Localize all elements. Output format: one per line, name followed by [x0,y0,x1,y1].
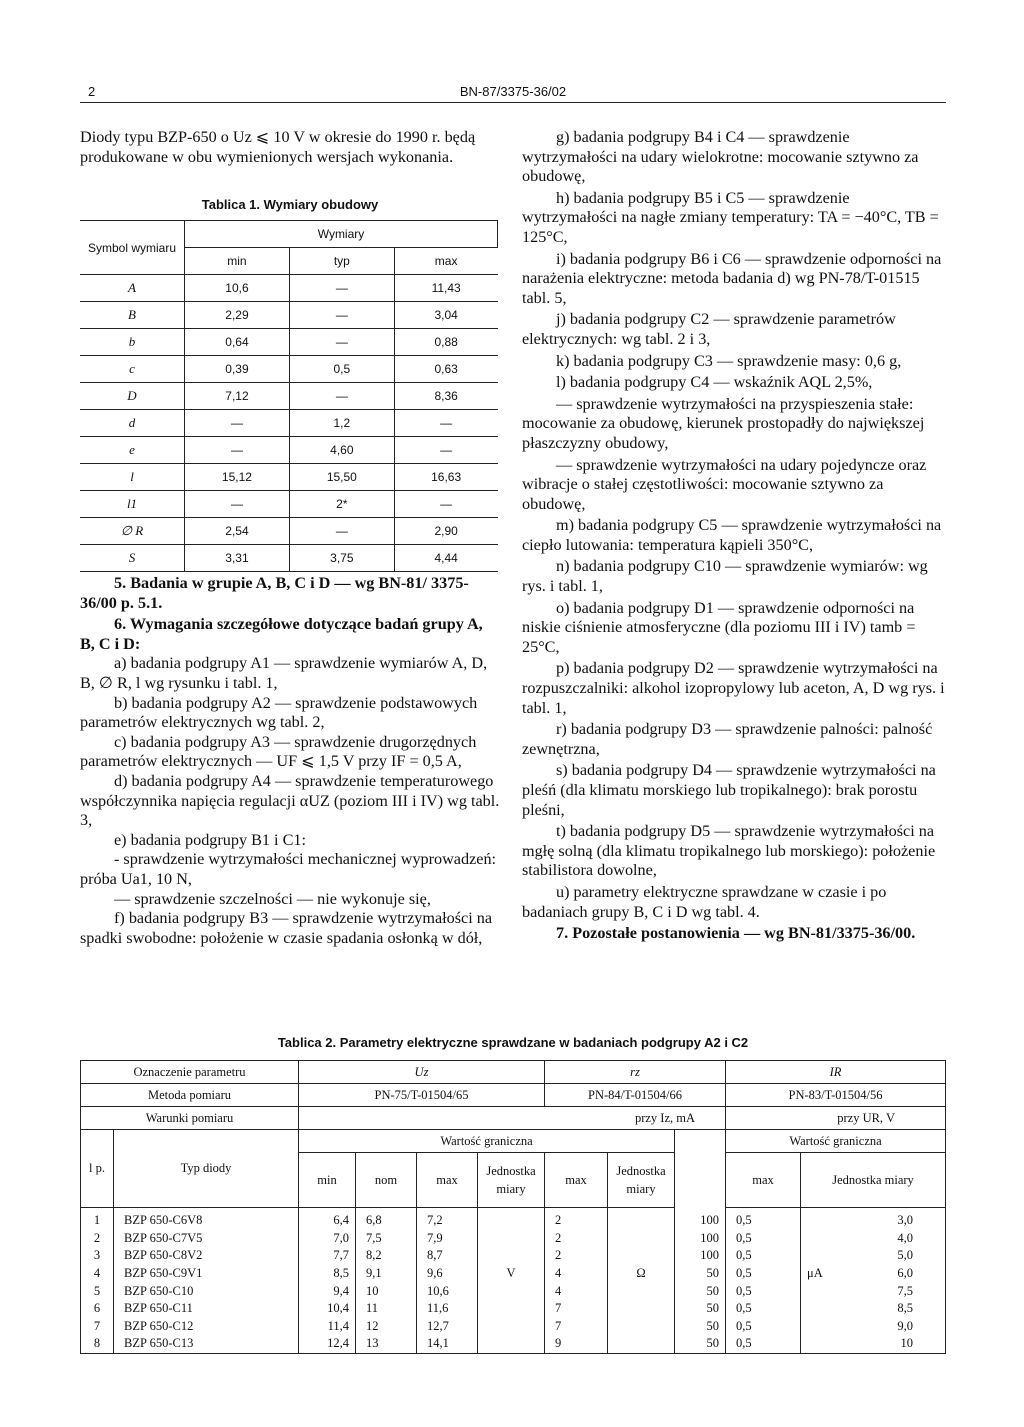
dimensions-header: Wymiary [185,221,498,248]
uz-unit-cell [478,1318,545,1336]
section-6-title: 6. Wymagania szczegółowe dotyczące badań grupy A, B, C i D: [80,615,483,653]
lp-header: l p. [81,1130,114,1208]
diode-row [81,1265,946,1283]
min-cell: 2,54 [185,518,290,545]
ir-max-cell: 0,5 [726,1300,801,1318]
iz-cell: 100 [675,1230,726,1248]
ir-method: PN-83/T-01504/56 [726,1084,946,1107]
rz-max-cell: 4 [545,1282,608,1300]
diode-type-cell: BZP 650-C10 [114,1282,299,1300]
uz-nom-cell: 8,2 [356,1247,417,1265]
max-header: max [394,248,497,275]
typ-cell: 4,60 [289,437,394,464]
dimension-row [80,275,498,302]
uz-nom-cell: 12 [356,1318,417,1336]
right-column [522,128,946,944]
uz-max-cell: 14,1 [417,1335,478,1353]
min-cell: 7,12 [185,383,290,410]
iz-cell: 50 [675,1282,726,1300]
rz-unit-cell [608,1247,675,1265]
max-cell: 3,04 [394,302,497,329]
lp-cell: 3 [81,1247,114,1265]
dimension-row [80,491,498,518]
diode-row [81,1247,946,1265]
section-5-title: 5. Badania w grupie A, B, C i D — wg BN-81/ 3375-36/00 p. 5.1. [80,574,469,612]
dimension-row [80,329,498,356]
uz-unit-cell [478,1247,545,1265]
requirement-item: — sprawdzenie szczelności — nie wykonuje się, [114,889,431,908]
left-sections [80,574,500,948]
rz-max-cell: 2 [545,1247,608,1265]
rz-max-cell: 2 [545,1208,608,1230]
uz-max-cell: 9,6 [417,1265,478,1283]
electrical-parameters-table [80,1060,946,1354]
uz-min-cell: 7,0 [299,1230,356,1248]
uz-unit-cell [478,1282,545,1300]
uz-max-cell: 11,6 [417,1300,478,1318]
max-cell: 0,63 [394,356,497,383]
blank-iz-column [675,1130,726,1208]
uz-min-cell: 10,4 [299,1300,356,1318]
symbol-cell: d [80,410,185,437]
uz-unit-cell [478,1208,545,1230]
nom-col-header: nom [356,1153,417,1208]
rz-unit-cell [608,1230,675,1248]
max-cell: — [394,437,497,464]
ir-value: 10 [900,1336,913,1351]
symbol-cell: e [80,437,185,464]
max-cell: 11,43 [394,275,497,302]
typ-cell: 2* [289,491,394,518]
uz-min-cell: 9,4 [299,1282,356,1300]
ir-unit-cell: μA 6,0 [801,1265,946,1283]
max-cell: 4,44 [394,545,497,572]
requirement-item: a) badania podgrupy A1 — sprawdzenie wymiarów A, D, B, ∅ R, l wg rysunku i tabl. 1, [80,654,488,692]
dimension-row [80,410,498,437]
requirement-item: n) badania podgrupy C10 — sprawdzenie wymiarów: wg rys. i tabl. 1, [522,557,928,596]
diode-type-cell: BZP 650-C13 [114,1335,299,1353]
method-header: Metoda pomiaru [81,1084,299,1107]
dimension-row [80,545,498,572]
requirement-item: m) badania podgrupy C5 — sprawdzenie wytrzymałości na ciepło lutowania: temperatura kąpieli 350°C, [522,516,942,554]
rz-header: rz [545,1061,726,1084]
ur-condition: przy UR, V [726,1107,946,1130]
limit-value-header-2: Wartość graniczna [726,1130,946,1153]
diode-type-cell: BZP 650-C11 [114,1300,299,1318]
requirement-item: b) badania podgrupy A2 — sprawdzenie podstawowych parametrów elektrycznych wg tabl. 2, [80,693,478,732]
dimension-row [80,356,498,383]
requirement-item: — sprawdzenie wytrzymałości na udary pojedyncze oraz wibracje o stałej częstotliwości: mocowanie sztywno za obudowę, [522,455,927,513]
min-cell: 3,31 [185,545,290,572]
ir-max-cell: 0,5 [726,1282,801,1300]
diode-type-cell: BZP 650-C12 [114,1318,299,1336]
diode-row [81,1208,946,1230]
ir-max-cell: 0,5 [726,1247,801,1265]
ir-value: 5,0 [897,1248,913,1263]
section-7-title: 7. Pozostałe postanowienia — wg BN-81/3375-36/00. [556,924,916,943]
unit-col-header-2: Jednostka miary [608,1153,675,1208]
diode-row [81,1300,946,1318]
limit-value-header-1: Wartość graniczna [299,1130,675,1153]
diode-type-header: Typ diody [114,1130,299,1208]
uz-unit-cell [478,1300,545,1318]
page-header [80,80,946,103]
requirement-item: s) badania podgrupy D4 — sprawdzenie wytrzymałości na pleśń (dla klimatu morskiego lub tropikalnego): brak porostu pleśni, [522,761,936,819]
requirement-item: u) parametry elektryczne sprawdzane w czasie i po badaniach grupy B, C i D wg tabl. 4. [522,882,887,921]
ir-max-cell: 0,5 [726,1318,801,1336]
uz-nom-cell: 6,8 [356,1208,417,1230]
dimension-row [80,464,498,491]
ir-value: 3,0 [897,1213,913,1228]
requirement-item: - sprawdzenie wytrzymałości mechanicznej wyprowadzeń: próba Ua1, 10 N, [80,850,497,888]
lp-cell: 4 [81,1265,114,1283]
uz-max-cell: 10,6 [417,1282,478,1300]
typ-cell: 0,5 [289,356,394,383]
ir-value: 8,5 [897,1301,913,1316]
min-cell: 10,6 [185,275,290,302]
diode-row [81,1318,946,1336]
uz-unit-cell [478,1230,545,1248]
page-number: 2 [88,84,96,99]
symbol-header: Symbol wymiaru [80,221,185,275]
max-cell: — [394,410,497,437]
uz-min-cell: 6,4 [299,1208,356,1230]
ir-value: 9,0 [897,1318,913,1333]
uz-nom-cell: 7,5 [356,1230,417,1248]
ir-unit-cell [801,1318,946,1336]
rz-unit-cell [608,1335,675,1353]
lp-cell: 7 [81,1318,114,1336]
uz-nom-cell: 11 [356,1300,417,1318]
typ-cell: — [289,329,394,356]
uz-method: PN-75/T-01504/65 [299,1084,545,1107]
requirement-item: j) badania podgrupy C2 — sprawdzenie parametrów elektrycznych: wg tabl. 2 i 3, [522,310,896,348]
table1-caption: Tablica 1. Wymiary obudowy [201,197,379,212]
symbol-cell: D [80,383,185,410]
dimension-row [80,518,498,545]
uz-min-cell: 11,4 [299,1318,356,1336]
requirement-item: d) badania podgrupy A4 — sprawdzenie temperaturowego współczynnika napięcia regulacji αUZ (poziom III i IV) wg tabl. 3, [80,771,500,830]
symbol-cell: ∅ R [80,518,185,545]
diode-row [81,1230,946,1248]
iz-cell: 50 [675,1318,726,1336]
symbol-cell: A [80,275,185,302]
ir-max-cell: 0,5 [726,1265,801,1283]
requirement-item: l) badania podgrupy C4 — wskaźnik AQL 2,5%, [556,373,873,392]
min-cell: 0,39 [185,356,290,383]
ir-max-cell: 0,5 [726,1335,801,1353]
iz-cell: 50 [675,1265,726,1283]
rz-unit-cell [608,1208,675,1230]
ir-unit-cell [801,1300,946,1318]
uz-unit-cell: V [478,1265,545,1283]
requirement-item: i) badania podgrupy B6 i C6 — sprawdzenie odporności na narażenia elektryczne: metoda badania d) wg PN-78/T-01515 tabl. 5, [522,249,942,307]
ir-max-cell: 0,5 [726,1208,801,1230]
table2-caption: Tablica 2. Parametry elektryczne sprawdzane w badaniach podgrupy A2 i C2 [277,1035,749,1050]
requirement-item: f) badania podgrupy B3 — sprawdzenie wytrzymałości na spadki swobodne: położenie w czasie spadania osłonką w dół, [80,909,493,947]
symbol-cell: c [80,356,185,383]
rz-unit-cell [608,1300,675,1318]
lp-cell: 1 [81,1208,114,1230]
lp-cell: 8 [81,1335,114,1353]
ir-value: 7,5 [897,1283,913,1298]
rz-max-cell: 7 [545,1318,608,1336]
max-cell: 0,88 [394,329,497,356]
rz-unit-cell [608,1318,675,1336]
typ-cell: 15,50 [289,464,394,491]
rz-max-cell: 4 [545,1265,608,1283]
typ-cell: — [289,383,394,410]
requirement-item: c) badania podgrupy A3 — sprawdzenie drugorzędnych parametrów elektrycznych — UF ⩽ 1,5 V przy IF = 0,5 A, [80,732,477,771]
uz-min-cell: 12,4 [299,1335,356,1353]
requirement-item: o) badania podgrupy D1 — sprawdzenie odporności na niskie ciśnienie atmosferyczne (dla poziomu III i IV) tamb = 25°C, [522,598,916,656]
symbol-cell: B [80,302,185,329]
uz-header: Uz [299,1061,545,1084]
param-designation-header: Oznaczenie parametru [81,1061,299,1084]
dimension-row [80,302,498,329]
uz-max-cell: 8,7 [417,1247,478,1265]
unit-col-header-3: Jednostka miary [801,1153,946,1208]
dimension-row [80,383,498,410]
rz-max-cell: 7 [545,1300,608,1318]
conditions-header: Warunki pomiaru [81,1107,299,1130]
iz-cell: 100 [675,1247,726,1265]
uz-min-cell: 7,7 [299,1247,356,1265]
rz-max-cell: 2 [545,1230,608,1248]
diode-type-cell: BZP 650-C6V8 [114,1208,299,1230]
diode-type-cell: BZP 650-C9V1 [114,1265,299,1283]
min-header: min [185,248,290,275]
requirement-item: k) badania podgrupy C3 — sprawdzenie masy: 0,6 g, [556,351,902,370]
uz-nom-cell: 13 [356,1335,417,1353]
max-col-header-3: max [726,1153,801,1208]
min-cell: 0,64 [185,329,290,356]
min-col-header: min [299,1153,356,1208]
ir-value: 4,0 [897,1230,913,1245]
max-cell: 8,36 [394,383,497,410]
min-cell: 2,29 [185,302,290,329]
max-col-header-2: max [545,1153,608,1208]
rz-unit-cell: Ω [608,1265,675,1283]
unit-col-header-1: Jednostka miary [478,1153,545,1208]
iz-condition: przy Iz, mA [299,1107,726,1130]
rz-method: PN-84/T-01504/66 [545,1084,726,1107]
uz-min-cell: 8,5 [299,1265,356,1283]
ir-unit-cell [801,1208,946,1230]
ir-header: IR [726,1061,946,1084]
ir-unit-cell [801,1335,946,1353]
ir-max-cell: 0,5 [726,1230,801,1248]
requirement-item: — sprawdzenie wytrzymałości na przyspieszenia stałe: mocowanie za obudowę, kierunek prostopadły do największej płaszczyzny obudowy, [522,394,925,452]
min-cell: — [185,410,290,437]
uz-max-cell: 12,7 [417,1318,478,1336]
document-code: BN-87/3375-36/02 [459,84,567,99]
symbol-cell: l1 [80,491,185,518]
lp-cell: 5 [81,1282,114,1300]
max-cell: 16,63 [394,464,497,491]
max-cell: — [394,491,497,518]
iz-cell: 100 [675,1208,726,1230]
lp-cell: 2 [81,1230,114,1248]
uz-max-cell: 7,9 [417,1230,478,1248]
symbol-cell: S [80,545,185,572]
ir-value: 6,0 [897,1266,913,1281]
requirement-item: h) badania podgrupy B5 i C5 — sprawdzenie wytrzymałości na nagłe zmiany temperatury: TA = −40°C, TB = 125°C, [522,188,939,246]
symbol-cell: b [80,329,185,356]
symbol-cell: l [80,464,185,491]
requirement-item: g) badania podgrupy B4 i C4 — sprawdzenie wytrzymałości na udary wielokrotne: mocowanie sztywno za obudowę, [522,128,919,186]
uz-max-cell: 7,2 [417,1208,478,1230]
min-cell: — [185,437,290,464]
max-col-header-1: max [417,1153,478,1208]
requirement-item: p) badania podgrupy D2 — sprawdzenie wytrzymałości na rozpuszczalniki: alkohol izopropylowy lub aceton, A, D wg rys. i tabl. 1, [522,659,945,717]
dimension-row [80,437,498,464]
ir-unit-cell [801,1282,946,1300]
typ-cell: 1,2 [289,410,394,437]
typ-cell: — [289,302,394,329]
uz-nom-cell: 9,1 [356,1265,417,1283]
intro-paragraph: Diody typu BZP-650 o Uz ⩽ 10 V w okresie do 1990 r. będą produkowane w obu wymienionych wersjach wykonania. [80,128,476,166]
min-cell: — [185,491,290,518]
ir-unit-cell [801,1247,946,1265]
min-cell: 15,12 [185,464,290,491]
requirement-item: t) badania podgrupy D5 — sprawdzenie wytrzymałości na mgłę solną (dla klimatu tropikalnego lub morskiego): położenie stabilistora dowolne, [522,822,936,880]
diode-type-cell: BZP 650-C7V5 [114,1230,299,1248]
typ-header: typ [289,248,394,275]
diode-row [81,1282,946,1300]
max-cell: 2,90 [394,518,497,545]
typ-cell: 3,75 [289,545,394,572]
requirement-item: e) badania podgrupy B1 i C1: [114,830,306,849]
requirement-item: r) badania podgrupy D3 — sprawdzenie palności: palność zewnętrzna, [522,720,933,758]
diode-row [81,1335,946,1353]
diode-type-cell: BZP 650-C8V2 [114,1247,299,1265]
left-intro [80,128,500,167]
typ-cell: — [289,275,394,302]
rz-max-cell: 9 [545,1335,608,1353]
lp-cell: 6 [81,1300,114,1318]
ir-unit-cell [801,1230,946,1248]
iz-cell: 50 [675,1335,726,1353]
iz-cell: 50 [675,1300,726,1318]
uz-nom-cell: 10 [356,1282,417,1300]
dimensions-table [80,220,498,572]
rz-unit-cell [608,1282,675,1300]
typ-cell: — [289,518,394,545]
uz-unit-cell [478,1335,545,1353]
